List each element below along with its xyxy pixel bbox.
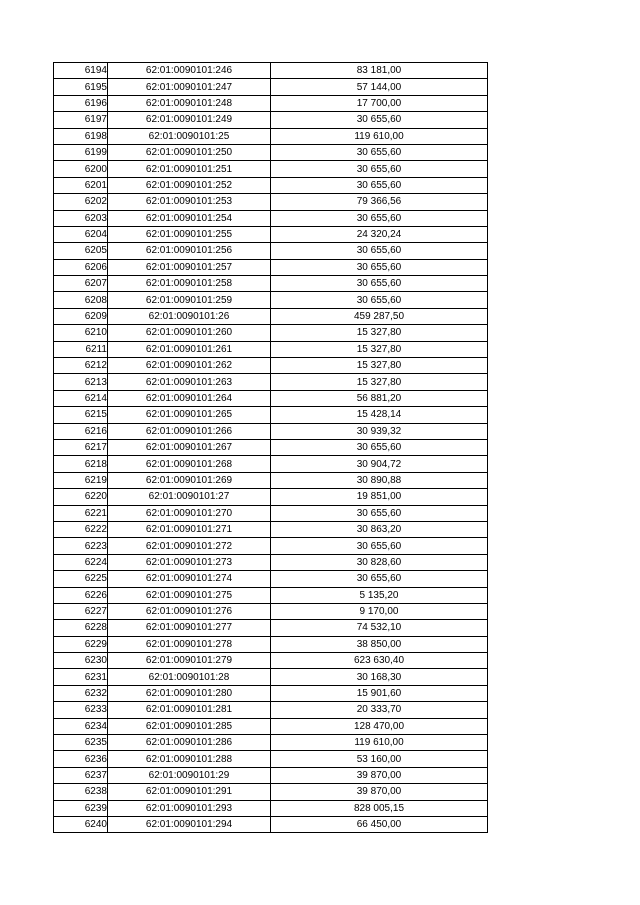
row-number-cell: 6194 xyxy=(54,63,108,79)
row-number-cell: 6196 xyxy=(54,95,108,111)
value-cell: 30 890,88 xyxy=(271,472,488,488)
cadastral-number-cell: 62:01:0090101:279 xyxy=(108,653,271,669)
value-cell: 119 610,00 xyxy=(271,735,488,751)
row-number-cell: 6239 xyxy=(54,800,108,816)
cadastral-number-cell: 62:01:0090101:277 xyxy=(108,620,271,636)
row-number-cell: 6235 xyxy=(54,735,108,751)
value-cell: 119 610,00 xyxy=(271,128,488,144)
row-number-cell: 6224 xyxy=(54,554,108,570)
table-row xyxy=(54,620,488,636)
value-cell: 15 901,60 xyxy=(271,685,488,701)
value-cell: 30 168,30 xyxy=(271,669,488,685)
cadastral-number-cell: 62:01:0090101:262 xyxy=(108,358,271,374)
row-number-cell: 6227 xyxy=(54,603,108,619)
value-cell: 57 144,00 xyxy=(271,79,488,95)
row-number-cell: 6219 xyxy=(54,472,108,488)
row-number-cell: 6195 xyxy=(54,79,108,95)
value-cell: 30 655,60 xyxy=(271,144,488,160)
row-number-cell: 6211 xyxy=(54,341,108,357)
row-number-cell: 6229 xyxy=(54,636,108,652)
table-row xyxy=(54,800,488,816)
row-number-cell: 6218 xyxy=(54,456,108,472)
cadastral-number-cell: 62:01:0090101:276 xyxy=(108,603,271,619)
value-cell: 623 630,40 xyxy=(271,653,488,669)
value-cell: 15 327,80 xyxy=(271,358,488,374)
cadastral-number-cell: 62:01:0090101:265 xyxy=(108,407,271,423)
table-row xyxy=(54,489,488,505)
table-body xyxy=(54,63,488,833)
table-row xyxy=(54,144,488,160)
value-cell: 30 655,60 xyxy=(271,112,488,128)
table-row xyxy=(54,95,488,111)
row-number-cell: 6210 xyxy=(54,325,108,341)
cadastral-number-cell: 62:01:0090101:248 xyxy=(108,95,271,111)
table-row xyxy=(54,308,488,324)
row-number-cell: 6222 xyxy=(54,521,108,537)
value-cell: 128 470,00 xyxy=(271,718,488,734)
table-row xyxy=(54,243,488,259)
cadastral-number-cell: 62:01:0090101:270 xyxy=(108,505,271,521)
value-cell: 15 327,80 xyxy=(271,325,488,341)
table-row xyxy=(54,505,488,521)
row-number-cell: 6228 xyxy=(54,620,108,636)
row-number-cell: 6204 xyxy=(54,226,108,242)
table-row xyxy=(54,603,488,619)
row-number-cell: 6232 xyxy=(54,685,108,701)
cadastral-number-cell: 62:01:0090101:253 xyxy=(108,194,271,210)
row-number-cell: 6231 xyxy=(54,669,108,685)
value-cell: 38 850,00 xyxy=(271,636,488,652)
cadastral-number-cell: 62:01:0090101:247 xyxy=(108,79,271,95)
cadastral-value-table xyxy=(53,62,488,833)
cadastral-number-cell: 62:01:0090101:25 xyxy=(108,128,271,144)
table-row xyxy=(54,718,488,734)
value-cell: 30 655,60 xyxy=(271,243,488,259)
table-row xyxy=(54,669,488,685)
cadastral-number-cell: 62:01:0090101:255 xyxy=(108,226,271,242)
cadastral-number-cell: 62:01:0090101:293 xyxy=(108,800,271,816)
cadastral-number-cell: 62:01:0090101:263 xyxy=(108,374,271,390)
cadastral-number-cell: 62:01:0090101:249 xyxy=(108,112,271,128)
table-row xyxy=(54,439,488,455)
value-cell: 19 851,00 xyxy=(271,489,488,505)
value-cell: 9 170,00 xyxy=(271,603,488,619)
table-row xyxy=(54,112,488,128)
table-row xyxy=(54,325,488,341)
cadastral-number-cell: 62:01:0090101:271 xyxy=(108,521,271,537)
value-cell: 828 005,15 xyxy=(271,800,488,816)
table-row xyxy=(54,177,488,193)
value-cell: 30 655,60 xyxy=(271,505,488,521)
row-number-cell: 6216 xyxy=(54,423,108,439)
value-cell: 83 181,00 xyxy=(271,63,488,79)
value-cell: 74 532,10 xyxy=(271,620,488,636)
row-number-cell: 6233 xyxy=(54,702,108,718)
table-row xyxy=(54,292,488,308)
table-row xyxy=(54,571,488,587)
row-number-cell: 6209 xyxy=(54,308,108,324)
row-number-cell: 6198 xyxy=(54,128,108,144)
row-number-cell: 6205 xyxy=(54,243,108,259)
value-cell: 30 828,60 xyxy=(271,554,488,570)
table-row xyxy=(54,653,488,669)
cadastral-number-cell: 62:01:0090101:268 xyxy=(108,456,271,472)
cadastral-number-cell: 62:01:0090101:28 xyxy=(108,669,271,685)
value-cell: 5 135,20 xyxy=(271,587,488,603)
value-cell: 15 428,14 xyxy=(271,407,488,423)
value-cell: 79 366,56 xyxy=(271,194,488,210)
cadastral-number-cell: 62:01:0090101:281 xyxy=(108,702,271,718)
cadastral-number-cell: 62:01:0090101:267 xyxy=(108,439,271,455)
row-number-cell: 6201 xyxy=(54,177,108,193)
value-cell: 30 655,60 xyxy=(271,161,488,177)
table-row xyxy=(54,554,488,570)
table-row xyxy=(54,276,488,292)
table-row xyxy=(54,751,488,767)
table-row xyxy=(54,784,488,800)
table-row xyxy=(54,816,488,832)
row-number-cell: 6202 xyxy=(54,194,108,210)
cadastral-number-cell: 62:01:0090101:26 xyxy=(108,308,271,324)
value-cell: 17 700,00 xyxy=(271,95,488,111)
row-number-cell: 6226 xyxy=(54,587,108,603)
table-row xyxy=(54,210,488,226)
table-row xyxy=(54,407,488,423)
cadastral-number-cell: 62:01:0090101:288 xyxy=(108,751,271,767)
cadastral-number-cell: 62:01:0090101:251 xyxy=(108,161,271,177)
table-row xyxy=(54,456,488,472)
cadastral-number-cell: 62:01:0090101:256 xyxy=(108,243,271,259)
cadastral-number-cell: 62:01:0090101:29 xyxy=(108,767,271,783)
row-number-cell: 6212 xyxy=(54,358,108,374)
row-number-cell: 6221 xyxy=(54,505,108,521)
table-row xyxy=(54,636,488,652)
cadastral-number-cell: 62:01:0090101:260 xyxy=(108,325,271,341)
value-cell: 30 655,60 xyxy=(271,571,488,587)
table-row xyxy=(54,259,488,275)
table-row xyxy=(54,341,488,357)
cadastral-number-cell: 62:01:0090101:257 xyxy=(108,259,271,275)
cadastral-number-cell: 62:01:0090101:274 xyxy=(108,571,271,587)
value-cell: 66 450,00 xyxy=(271,816,488,832)
row-number-cell: 6236 xyxy=(54,751,108,767)
value-cell: 15 327,80 xyxy=(271,374,488,390)
row-number-cell: 6207 xyxy=(54,276,108,292)
table-row xyxy=(54,79,488,95)
row-number-cell: 6217 xyxy=(54,439,108,455)
row-number-cell: 6237 xyxy=(54,767,108,783)
row-number-cell: 6225 xyxy=(54,571,108,587)
value-cell: 20 333,70 xyxy=(271,702,488,718)
cadastral-number-cell: 62:01:0090101:291 xyxy=(108,784,271,800)
value-cell: 30 655,60 xyxy=(271,538,488,554)
cadastral-number-cell: 62:01:0090101:252 xyxy=(108,177,271,193)
cadastral-number-cell: 62:01:0090101:264 xyxy=(108,390,271,406)
cadastral-number-cell: 62:01:0090101:266 xyxy=(108,423,271,439)
cadastral-number-cell: 62:01:0090101:273 xyxy=(108,554,271,570)
value-cell: 30 939,32 xyxy=(271,423,488,439)
row-number-cell: 6208 xyxy=(54,292,108,308)
value-cell: 39 870,00 xyxy=(271,784,488,800)
table-row xyxy=(54,685,488,701)
row-number-cell: 6240 xyxy=(54,816,108,832)
value-cell: 15 327,80 xyxy=(271,341,488,357)
row-number-cell: 6199 xyxy=(54,144,108,160)
cadastral-number-cell: 62:01:0090101:269 xyxy=(108,472,271,488)
table-row xyxy=(54,423,488,439)
value-cell: 30 655,60 xyxy=(271,177,488,193)
table-row xyxy=(54,128,488,144)
value-cell: 30 655,60 xyxy=(271,259,488,275)
table-row xyxy=(54,226,488,242)
value-cell: 30 904,72 xyxy=(271,456,488,472)
cadastral-number-cell: 62:01:0090101:246 xyxy=(108,63,271,79)
row-number-cell: 6200 xyxy=(54,161,108,177)
table-row xyxy=(54,538,488,554)
table-row xyxy=(54,194,488,210)
value-cell: 459 287,50 xyxy=(271,308,488,324)
table-row xyxy=(54,521,488,537)
table-row xyxy=(54,63,488,79)
table-row xyxy=(54,358,488,374)
row-number-cell: 6197 xyxy=(54,112,108,128)
cadastral-number-cell: 62:01:0090101:272 xyxy=(108,538,271,554)
table-row xyxy=(54,472,488,488)
cadastral-number-cell: 62:01:0090101:250 xyxy=(108,144,271,160)
cadastral-number-cell: 62:01:0090101:294 xyxy=(108,816,271,832)
row-number-cell: 6220 xyxy=(54,489,108,505)
row-number-cell: 6234 xyxy=(54,718,108,734)
table-row xyxy=(54,390,488,406)
cadastral-number-cell: 62:01:0090101:278 xyxy=(108,636,271,652)
cadastral-number-cell: 62:01:0090101:285 xyxy=(108,718,271,734)
value-cell: 30 863,20 xyxy=(271,521,488,537)
cadastral-number-cell: 62:01:0090101:286 xyxy=(108,735,271,751)
value-cell: 53 160,00 xyxy=(271,751,488,767)
cadastral-number-cell: 62:01:0090101:258 xyxy=(108,276,271,292)
cadastral-number-cell: 62:01:0090101:27 xyxy=(108,489,271,505)
table-row xyxy=(54,735,488,751)
value-cell: 30 655,60 xyxy=(271,276,488,292)
table-row xyxy=(54,587,488,603)
cadastral-number-cell: 62:01:0090101:259 xyxy=(108,292,271,308)
value-cell: 30 655,60 xyxy=(271,210,488,226)
cadastral-number-cell: 62:01:0090101:275 xyxy=(108,587,271,603)
table-row xyxy=(54,374,488,390)
cadastral-number-cell: 62:01:0090101:254 xyxy=(108,210,271,226)
value-cell: 56 881,20 xyxy=(271,390,488,406)
value-cell: 39 870,00 xyxy=(271,767,488,783)
row-number-cell: 6214 xyxy=(54,390,108,406)
row-number-cell: 6203 xyxy=(54,210,108,226)
row-number-cell: 6230 xyxy=(54,653,108,669)
row-number-cell: 6223 xyxy=(54,538,108,554)
row-number-cell: 6215 xyxy=(54,407,108,423)
table-row xyxy=(54,702,488,718)
row-number-cell: 6213 xyxy=(54,374,108,390)
table-row xyxy=(54,767,488,783)
value-cell: 30 655,60 xyxy=(271,439,488,455)
table-row xyxy=(54,161,488,177)
cadastral-number-cell: 62:01:0090101:261 xyxy=(108,341,271,357)
value-cell: 30 655,60 xyxy=(271,292,488,308)
cadastral-number-cell: 62:01:0090101:280 xyxy=(108,685,271,701)
row-number-cell: 6206 xyxy=(54,259,108,275)
row-number-cell: 6238 xyxy=(54,784,108,800)
value-cell: 24 320,24 xyxy=(271,226,488,242)
